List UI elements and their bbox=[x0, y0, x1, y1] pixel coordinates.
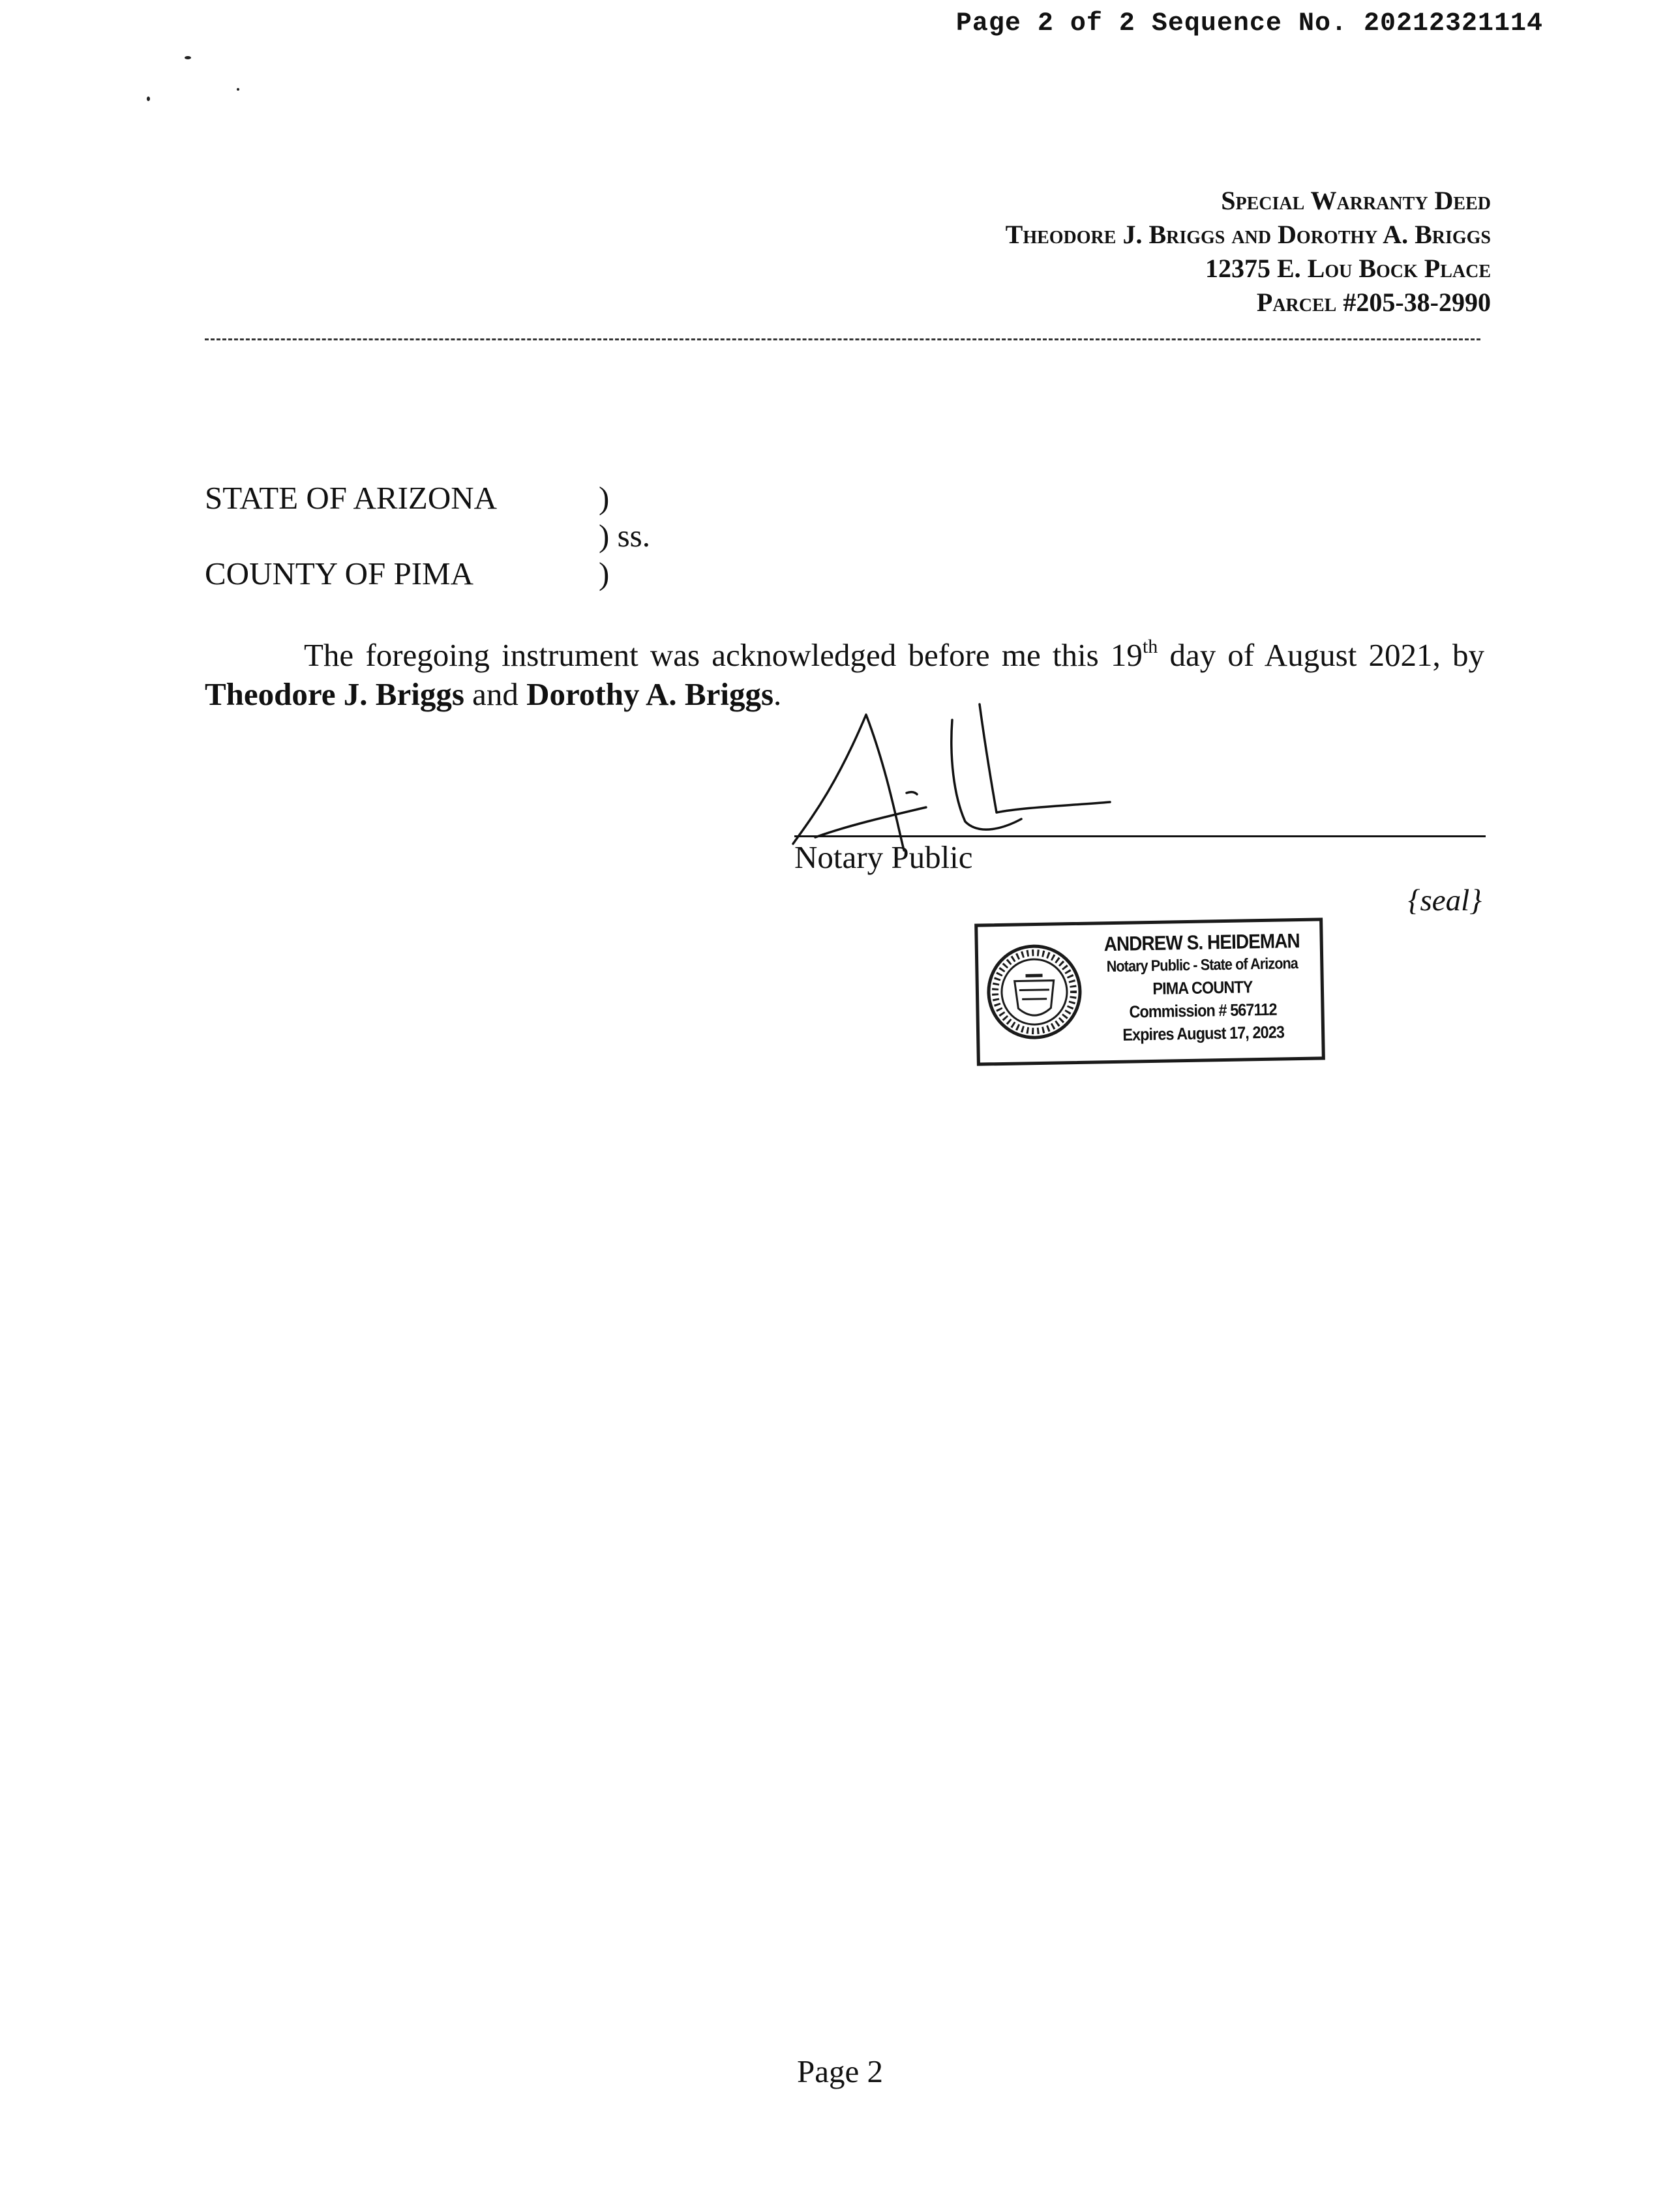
property-address: 12375 E. Lou Bock Place bbox=[1205, 254, 1491, 283]
stamp-notary-name: ANDREW S. HEIDEMAN bbox=[1103, 929, 1300, 956]
venue-ss: ) ss. bbox=[599, 518, 650, 554]
header-divider bbox=[205, 338, 1480, 340]
stamp-text bbox=[1099, 929, 1306, 1047]
signature-line bbox=[794, 835, 1486, 837]
document-header bbox=[1006, 184, 1491, 320]
notary-stamp bbox=[974, 917, 1325, 1066]
sequence-number: Page 2 of 2 Sequence No. 20212321114 bbox=[955, 9, 1543, 38]
notary-signature bbox=[789, 698, 1154, 854]
notary-public-label: Notary Public bbox=[794, 839, 973, 875]
stamp-expiration: Expires August 17, 2023 bbox=[1122, 1022, 1285, 1045]
ack-text: and bbox=[464, 676, 527, 712]
venue-state: STATE OF ARIZONA bbox=[205, 480, 497, 516]
stamp-commission: Commission # 567112 bbox=[1129, 999, 1277, 1022]
stamp-county: PIMA COUNTY bbox=[1152, 977, 1253, 998]
ack-text: . bbox=[773, 676, 782, 712]
ack-ordinal: th bbox=[1142, 636, 1158, 657]
deed-parties: Theodore J. Briggs and Dorothy A. Briggs bbox=[1005, 220, 1491, 249]
signer-name: Dorothy A. Briggs bbox=[526, 676, 774, 712]
seal-label: {seal} bbox=[1407, 884, 1482, 917]
venue-paren: ) bbox=[599, 480, 610, 516]
signer-name: Theodore J. Briggs bbox=[205, 676, 464, 712]
scan-speck bbox=[237, 88, 239, 91]
ack-text: day of August 2021, by bbox=[1158, 637, 1484, 673]
ack-text: The foregoing instrument was acknowledged before me this 19 bbox=[304, 637, 1143, 673]
parcel-number: Parcel #205-38-2990 bbox=[1256, 288, 1491, 317]
arizona-seal-emblem bbox=[985, 942, 1085, 1042]
venue-county: COUNTY OF PIMA bbox=[205, 556, 474, 591]
scan-speck bbox=[147, 97, 150, 101]
page-number: Page 2 bbox=[797, 2053, 883, 2089]
venue-paren: ) bbox=[599, 556, 610, 591]
deed-title: Special Warranty Deed bbox=[1221, 186, 1491, 215]
stamp-notary-title: Notary Public - State of Arizona bbox=[1106, 955, 1298, 976]
scan-speck bbox=[185, 56, 191, 59]
